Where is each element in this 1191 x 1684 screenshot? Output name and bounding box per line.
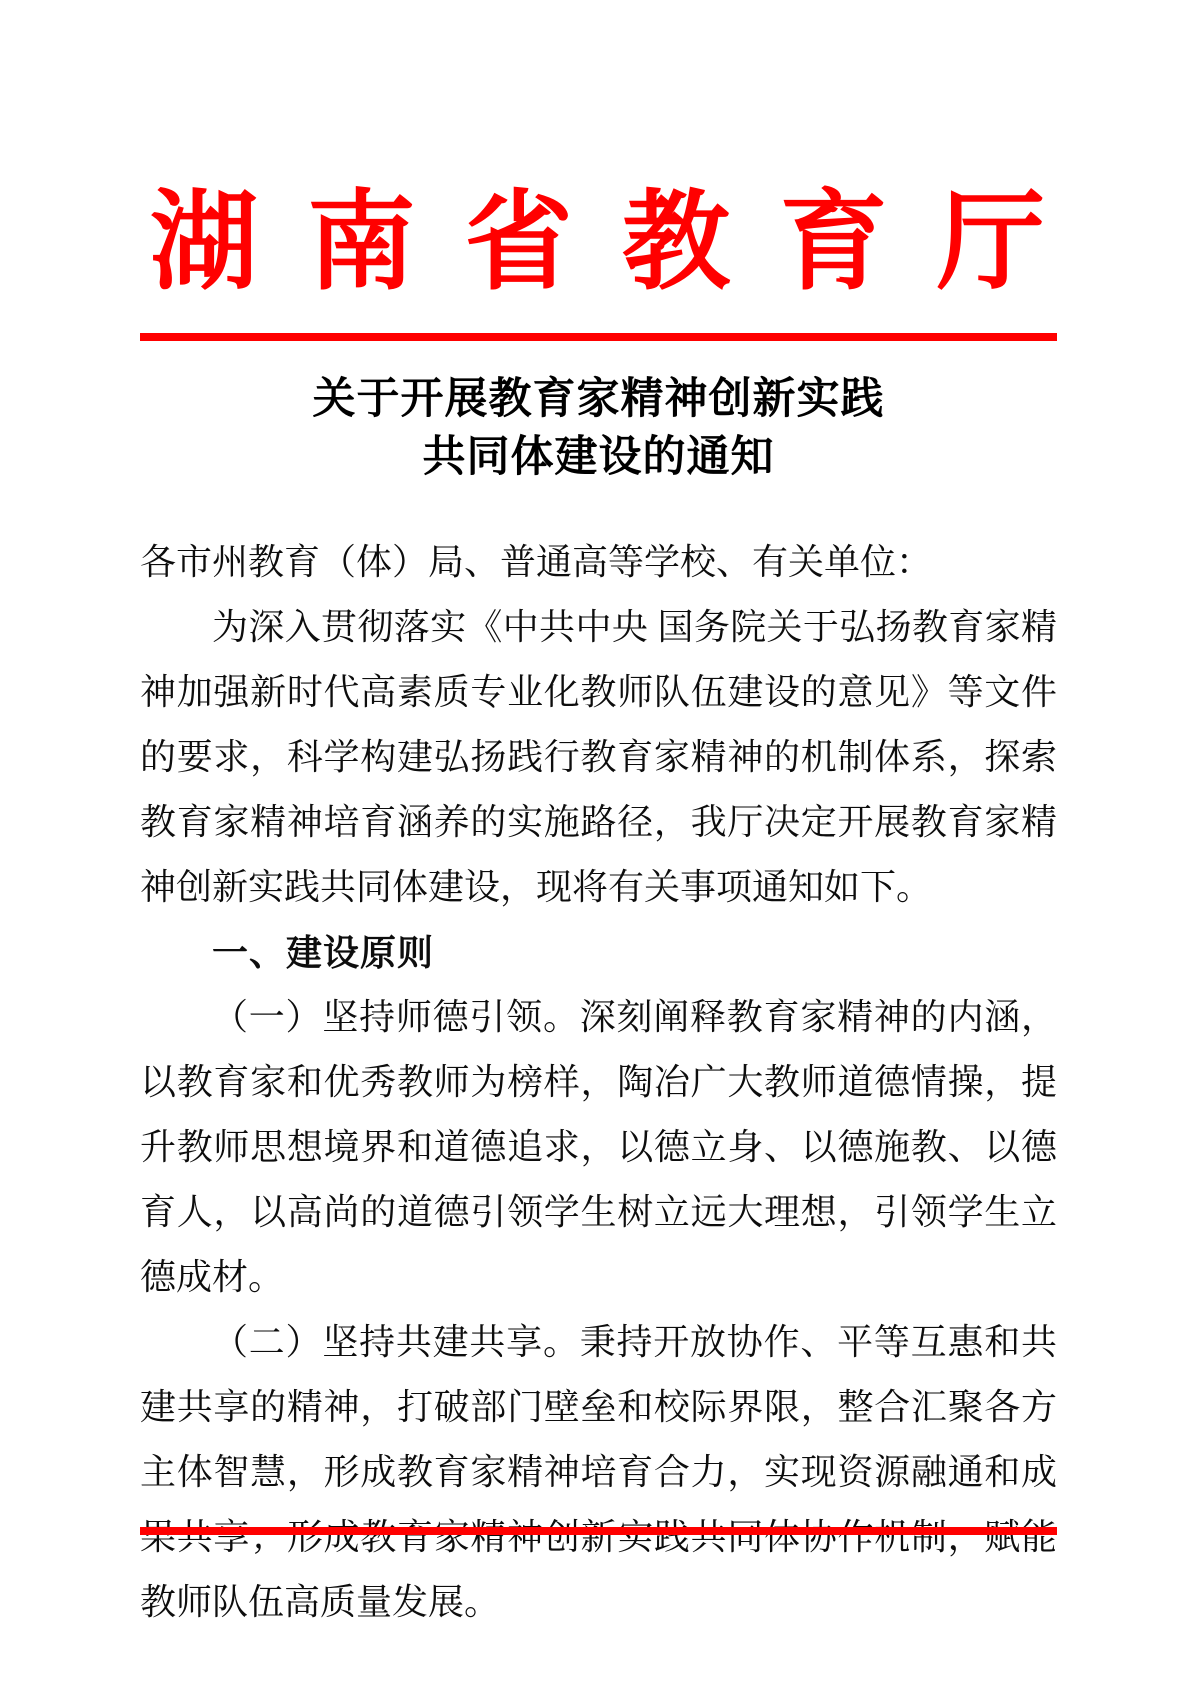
document-title-line-2: 共同体建设的通知: [422, 434, 775, 481]
document-title: [140, 371, 1057, 487]
section-heading-principles: 一、建设原则: [212, 932, 435, 973]
intro-paragraph: 为深入贯彻落实《中共中央 国务院关于弘扬教育家精神加强新时代高素质专业化教师队伍建设的意见》等文件的要求，科学构建弘扬践行教育家精神的机制体系，探索教育家精神培育涵养的实施路径，我厅决定开展教育家精神创新实践共同体建设，现将有关事项通知如下。: [140, 607, 1057, 907]
agency-name-char: 省: [464, 184, 573, 303]
agency-name-char: 教: [622, 184, 731, 303]
agency-name-char: 育: [779, 184, 888, 303]
document-title-line-1: 关于开展教育家精神创新实践: [312, 376, 885, 423]
principle-item-2: （二）坚持共建共享。秉持开放协作、平等互惠和共建共享的精神，打破部门壁垒和校际界限，整合汇聚各方主体智慧，形成教育家精神培育合力，实现资源融通和成果共享；形成教育家精神创新实践共同体协作机制，赋能教师队伍高质量发展。: [140, 1322, 1057, 1622]
header-divider-rule: [140, 333, 1057, 341]
document-body: [140, 530, 1057, 1635]
agency-name-char: 厅: [936, 184, 1045, 303]
footer-divider-rule: [140, 1527, 1057, 1535]
agency-name-char: 湖: [150, 184, 259, 303]
principle-item-1: （一）坚持师德引领。深刻阐释教育家精神的内涵，以教育家和优秀教师为榜样，陶冶广大教师道德情操，提升教师思想境界和道德追求，以德立身、以德施教、以德育人，以高尚的道德引领学生树立远大理想，引领学生立德成材。: [140, 997, 1057, 1297]
agency-name: [150, 184, 1045, 303]
agency-name-char: 南: [307, 184, 416, 303]
salutation-line: 各市州教育（体）局、普通高等学校、有关单位：: [140, 542, 933, 582]
